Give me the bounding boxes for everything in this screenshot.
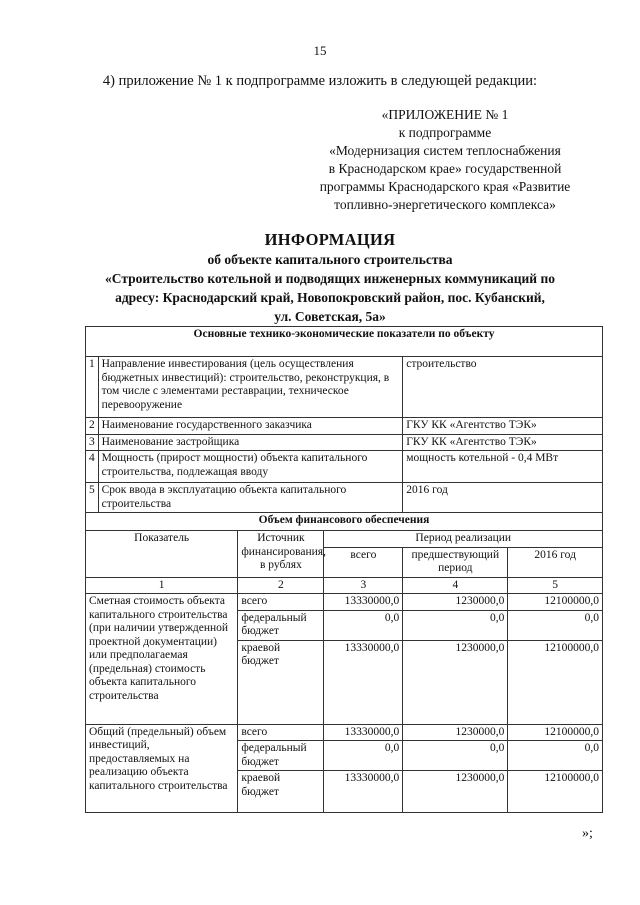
header-source: Источник финансирования, в рублях <box>238 531 324 578</box>
value-year: 12100000,0 <box>508 594 603 611</box>
value-year: 12100000,0 <box>508 724 603 741</box>
appendix-line: программы Краснодарского края «Развитие <box>319 179 571 194</box>
row-number: 5 <box>86 483 99 513</box>
column-number: 3 <box>324 577 403 594</box>
value-total: 13330000,0 <box>324 724 403 741</box>
source-name: всего <box>238 724 324 741</box>
value-total: 13330000,0 <box>324 640 403 724</box>
source-name: федеральный бюджет <box>238 741 324 771</box>
row-number: 4 <box>86 451 99 483</box>
column-number: 1 <box>86 577 238 594</box>
appendix-line: топливно-энергетического комплекса» <box>334 197 556 212</box>
value-year: 12100000,0 <box>508 771 603 813</box>
section-title-indicators: Основные технико-экономические показатели по объекту <box>86 327 603 357</box>
row-number: 2 <box>86 418 99 435</box>
row-value: ГКУ КК «Агентство ТЭК» <box>403 418 603 435</box>
appendix-header <box>300 106 590 214</box>
indicator-name: Сметная стоимость объекта капитального строительства (при наличии утвержденной проектной документации) или предполагаемая (предельная) стоимость объекта капитального строительства <box>86 594 238 725</box>
source-name: краевой бюджет <box>238 771 324 813</box>
info-line: об объекте капитального строительства <box>207 252 453 267</box>
source-name: краевой бюджет <box>238 640 324 724</box>
column-number: 5 <box>508 577 603 594</box>
value-total: 13330000,0 <box>324 771 403 813</box>
source-name: всего <box>238 594 324 611</box>
column-number: 2 <box>238 577 324 594</box>
section-title-financing: Объем финансового обеспечения <box>86 513 603 531</box>
appendix-line: «Модернизация систем теплоснабжения <box>329 143 561 158</box>
row-name: Наименование государственного заказчика <box>98 418 403 435</box>
value-year: 0,0 <box>508 741 603 771</box>
value-year: 12100000,0 <box>508 640 603 724</box>
value-year: 0,0 <box>508 610 603 640</box>
value-previous: 1230000,0 <box>403 594 508 611</box>
value-total: 0,0 <box>324 610 403 640</box>
value-total: 13330000,0 <box>324 594 403 611</box>
info-line: ул. Советская, 5а» <box>274 309 386 324</box>
closing-quote: »; <box>582 826 593 841</box>
row-name: Срок ввода в эксплуатацию объекта капитального строительства <box>98 483 403 513</box>
row-value: строительство <box>403 357 603 418</box>
row-number: 1 <box>86 357 99 418</box>
row-value: мощность котельной - 0,4 МВт <box>403 451 603 483</box>
appendix-line: к подпрограмме <box>398 125 492 140</box>
header-year: 2016 год <box>508 547 603 577</box>
value-previous: 1230000,0 <box>403 640 508 724</box>
indicator-name: Общий (предельный) объем инвестиций, предоставляемых на реализацию объекта капитального строительства <box>86 724 238 813</box>
row-name: Наименование застройщика <box>98 434 403 451</box>
value-previous: 1230000,0 <box>403 771 508 813</box>
value-total: 0,0 <box>324 741 403 771</box>
header-previous-period: предшествующий период <box>403 547 508 577</box>
appendix-line: «ПРИЛОЖЕНИЕ № 1 <box>381 107 509 122</box>
column-number: 4 <box>403 577 508 594</box>
info-heading <box>40 230 620 326</box>
header-period: Период реализации <box>324 531 603 548</box>
page-number: 15 <box>313 43 327 58</box>
object-info-table <box>85 326 603 813</box>
appendix-line: в Краснодарском крае» государственной <box>328 161 562 176</box>
row-number: 3 <box>86 434 99 451</box>
header-total: всего <box>324 547 403 577</box>
row-name: Мощность (прирост мощности) объекта капитального строительства, подлежащая вводу <box>98 451 403 483</box>
value-previous: 0,0 <box>403 610 508 640</box>
value-previous: 1230000,0 <box>403 724 508 741</box>
info-line: «Строительство котельной и подводящих инженерных коммуникаций по <box>105 271 555 286</box>
header-indicator: Показатель <box>86 531 238 578</box>
row-value: 2016 год <box>403 483 603 513</box>
source-name: федеральный бюджет <box>238 610 324 640</box>
row-value: ГКУ КК «Агентство ТЭК» <box>403 434 603 451</box>
info-title: ИНФОРМАЦИЯ <box>264 230 396 249</box>
row-name: Направление инвестирования (цель осуществления бюджетных инвестиций): строительство, реконструкция, в том числе с элементами реставрации, техническое перевооружение <box>98 357 403 418</box>
intro-text: 4) приложение № 1 к подпрограмме изложить в следующей редакции: <box>102 73 538 89</box>
value-previous: 0,0 <box>403 741 508 771</box>
info-line: адресу: Краснодарский край, Новопокровский район, пос. Кубанский, <box>115 290 545 305</box>
